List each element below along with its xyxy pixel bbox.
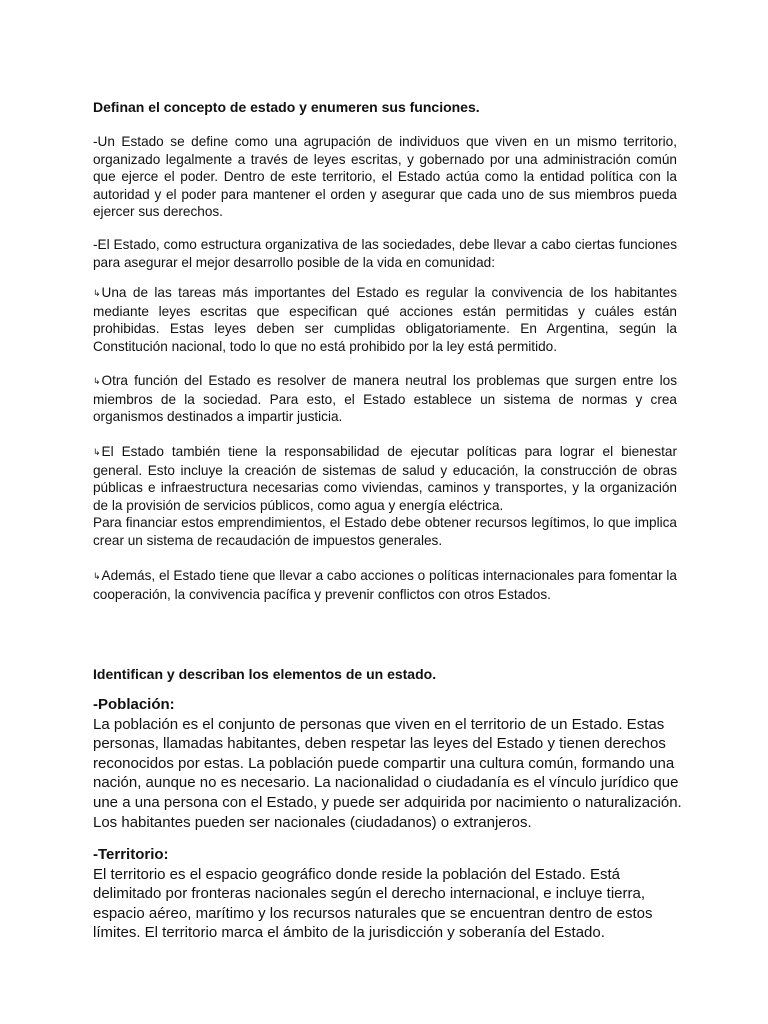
arrow-icon: ↳ bbox=[93, 447, 101, 457]
territorio-section bbox=[93, 845, 683, 943]
territorio-text: El territorio es el espacio geográfico donde reside la población del Estado. Está delimitado por fronteras nacionales según el derecho internacional, e incluye tierra, espacio aéreo, marítimo y los recursos naturales que se encuentran dentro de estos límites. El territorio marca el ámbito de la jurisdicción y soberanía del Estado. bbox=[93, 865, 653, 942]
funcion-4-paragraph bbox=[93, 567, 677, 603]
poblacion-heading: -Población: bbox=[93, 696, 175, 713]
arrow-icon: ↳ bbox=[93, 376, 101, 386]
funciones-intro-paragraph: -El Estado, como estructura organizativa de las sociedades, debe llevar a cabo ciertas funciones para asegurar el mejor desarrollo posible de la vida en comunidad: bbox=[93, 237, 677, 270]
arrow-icon: ↳ bbox=[93, 571, 101, 581]
estado-definition-paragraph: -Un Estado se define como una agrupación de individuos que viven en un mismo territorio, organizado legalmente a través de leyes escritas, y gobernado por una administración común que ejerce el poder. Dentro de este territorio, el Estado actúa como la entidad política con la autoridad y el poder para mantener el orden y asegurar que cada uno de sus miembros pueda ejercer sus derechos. bbox=[93, 134, 677, 219]
arrow-icon: ↳ bbox=[93, 288, 101, 298]
funcion-3-paragraph bbox=[93, 443, 677, 514]
funcion-2-paragraph bbox=[93, 372, 677, 426]
funcion-3-text: El Estado también tiene la responsabilidad de ejecutar políticas para lograr el bienestar general. Esto incluye la creación de sistemas de salud y educación, la construcción de obras públicas e infraestructura necesarias como viviendas, caminos y transportes, y la organización de la provisión de servicios públicos, como agua y energía eléctrica. bbox=[93, 444, 677, 513]
funcion-4-text: Además, el Estado tiene que llevar a cabo acciones o políticas internacionales para fomentar la cooperación, la convivencia pacífica y prevenir conflictos con otros Estados. bbox=[93, 568, 677, 602]
territorio-heading: -Territorio: bbox=[93, 846, 169, 863]
funcion-1-paragraph bbox=[93, 284, 677, 355]
poblacion-text: La población es el conjunto de personas que viven en el territorio de un Estado. Estas personas, llamadas habitantes, deben respetar las leyes del Estado y tienen derechos reconocidos por estas. La población puede compartir una cultura común, formando una nación, aunque no es necesario. La nacionalidad o ciudadanía es el vínculo jurídico que une a una persona con el Estado, y puede ser adquirida por nacimiento o naturalización. Los habitantes pueden ser nacionales (ciudadanos) o extranjeros. bbox=[93, 715, 682, 831]
funcion-1-text: Una de las tareas más importantes del Estado es regular la convivencia de los habitantes mediante leyes escritas que especifican qué acciones están permitidas y cuáles están prohibidas. Estas leyes deben ser cumplidas obligatoriamente. En Argentina, según la Constitución nacional, todo lo que no está prohibido por la ley está permitido. bbox=[93, 285, 677, 354]
section-2-heading: Identifican y describan los elementos de un estado. bbox=[93, 666, 437, 682]
funcion-2-text: Otra función del Estado es resolver de manera neutral los problemas que surgen entre los miembros de la sociedad. Para esto, el Estado establece un sistema de normas y crea organismos destinados a impartir justicia. bbox=[93, 373, 677, 424]
financiamiento-paragraph: Para financiar estos emprendimientos, el Estado debe obtener recursos legítimos, lo que implica crear un sistema de recaudación de impuestos generales. bbox=[93, 515, 677, 548]
section-1-heading: Definan el concepto de estado y enumeren sus funciones. bbox=[93, 99, 480, 115]
poblacion-section bbox=[93, 695, 683, 832]
